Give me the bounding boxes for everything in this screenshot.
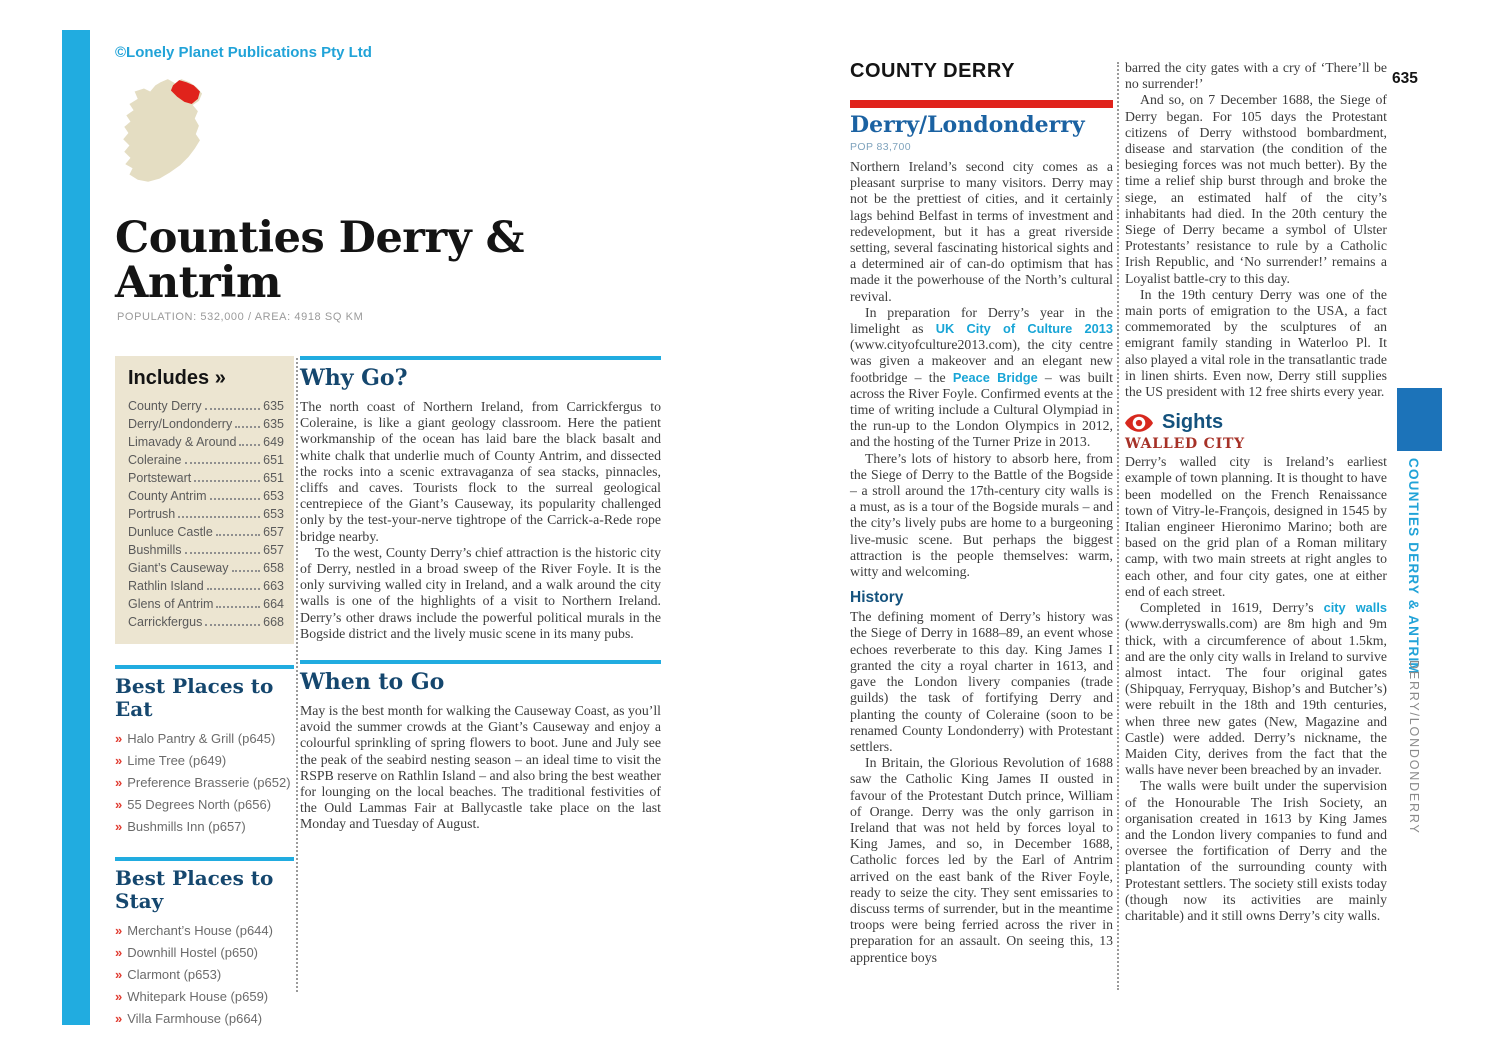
chevron-icon: »	[115, 967, 123, 982]
chevron-icon: »	[115, 989, 123, 1004]
inline-highlight: city walls	[1323, 600, 1388, 616]
page-number: 635	[1392, 70, 1418, 87]
walled-city-subheader: WALLED CITY	[1125, 436, 1245, 453]
best-place-item: » Halo Pantry & Grill (p645)	[115, 731, 276, 746]
toc-item: Derry/Londonderry 635	[128, 417, 284, 431]
paragraph: barred the city gates with a cry of ‘There’ll be no surrender!’	[1125, 60, 1387, 92]
chapter-title: Counties Derry & Antrim	[115, 213, 524, 308]
best-place-item: » Lime Tree (p649)	[115, 753, 227, 768]
paragraph: The defining moment of Derry’s history was the Siege of Derry in 1688–89, an event whose echoes reverberate to this day. King James I granted the city a royal charter in 1613, and gave the London livery companies (trade guilds) the task of fortifying Derry and planting the county of Coleraine (soon to be renamed County Londonderry) with Protestant settlers.	[850, 609, 1113, 754]
when-to-go-header: When to Go	[300, 669, 445, 696]
history-paragraphs	[850, 609, 1113, 965]
best-place-item: » 55 Degrees North (p656)	[115, 797, 272, 812]
ireland-map-icon	[113, 76, 233, 188]
history-continued-paragraphs	[1125, 60, 1387, 400]
why-go-header: Why Go?	[300, 365, 408, 391]
chapter-tab-title: COUNTIES DERRY & ANTRIM	[1406, 458, 1421, 675]
best-place-item: » Villa Farmhouse (p664)	[115, 1011, 263, 1026]
best-place-item: » Merchant’s House (p644)	[115, 923, 273, 938]
toc-item: Portstewart 651	[128, 471, 284, 485]
toc-item: Portrush 653	[128, 507, 284, 521]
best-places-to-stay-section	[115, 857, 294, 1028]
toc-item: County Antrim 653	[128, 489, 284, 503]
inline-highlight: UK City of Culture 2013	[935, 321, 1113, 337]
town-intro-paragraphs	[850, 159, 1113, 580]
paragraph: Derry’s walled city is Ireland’s earliest example of town planning. It is thought to have been modelled on the French Renaissance town of Vitry-le-François, designed in 1545 by Italian engineer Hieronimo Marino; both are based on the grid plan of a Roman military camp, with two main streets at right angles to each other, and four city gates, one at either end of each street.	[1125, 454, 1387, 599]
paragraph: There’s lots of history to absorb here, from the Siege of Derry to the Battle of the Bogside – a stroll around the 17th-century city walls is a must, as is a tour of the Bogside murals – and the city’s lively pubs are home to a burgeoning live-music scene. But perhaps the biggest attraction is the people themselves: warm, witty and welcoming.	[850, 450, 1113, 580]
chevron-icon: »	[115, 731, 123, 746]
copyright-text: ©Lonely Planet Publications Pty Ltd	[115, 44, 372, 61]
column-divider-right	[1117, 62, 1119, 990]
red-accent-bar	[850, 100, 1113, 108]
chevron-icon: »	[115, 819, 123, 834]
best-places-to-eat-section	[115, 665, 294, 836]
toc-item: Limavady & Around 649	[128, 435, 284, 449]
paragraph: To the west, County Derry’s chief attraction is the historic city of Derry, nestled in a broad sweep of the River Foyle. It is the only surviving walled city in Ireland, and a walk around the city walls is one of the highlights of a visit to Northern Ireland. Derry’s other draws include the powerful political murals in the Bogside district and the lively music scene in its many pubs.	[300, 544, 661, 641]
chevron-icon: »	[115, 753, 123, 768]
sights-header-row	[1125, 411, 1387, 434]
toc-item: Rathlin Island 663	[128, 579, 284, 593]
inline-highlight: Peace Bridge	[952, 369, 1038, 385]
ireland-locator-map	[113, 76, 233, 188]
toc-item: Bushmills 657	[128, 543, 284, 557]
best-places-to-stay-list	[115, 921, 294, 1028]
paragraph: And so, on 7 December 1688, the Siege of Derry began. For 105 days the Protestant citizens of Derry withstood bombardment, disease and starvation (the condition of the besieging forces was not much better). By the time a relief ship burst through and broke the siege, an estimated half of the city’s inhabitants had died. In the 20th century the Siege of Derry became a symbol of Ulster Protestants’ resistance to rule by a Catholic Irish Republic, and ‘No surrender!’ remains a Loyalist battle-cry to this day.	[1125, 92, 1387, 286]
right-text-column	[1125, 60, 1387, 924]
best-places-to-eat-header: Best Places to Eat	[115, 674, 274, 721]
town-heading: Derry/Londonderry	[850, 112, 1085, 138]
town-population: POP 83,700	[850, 141, 912, 153]
left-sidebar-column	[115, 356, 294, 1028]
paragraph: In preparation for Derry’s year in the limelight as UK City of Culture 2013 (www.cityofculture2013.com), the city centre was given a makeover and an elegant new footbridge – the Peace Bridge – was built across the River Foyle. Confirmed events at the time of writing include a Cultural Olympiad in the run-up to the London Olympics in 2012, and the hosting of the Turner Prize in 2013.	[850, 304, 1114, 450]
column-divider-left	[296, 358, 298, 992]
includes-box	[115, 356, 294, 644]
chevron-icon: »	[115, 923, 123, 938]
toc-item: Glens of Antrim 664	[128, 597, 284, 611]
best-place-item: » Bushmills Inn (p657)	[115, 819, 246, 834]
why-go-column	[300, 356, 661, 833]
chevron-icon: »	[115, 775, 123, 790]
toc-item: Giant’s Causeway 658	[128, 561, 284, 575]
county-derry-header: COUNTY DERRY	[850, 60, 1015, 82]
paragraph: In the 19th century Derry was one of the main ports of emigration to the USA, a fact commemorated by the sculptures of an emigrant family standing in Waterloo Pl. It also played a vital role in the transatlantic trade in linen shirts. Even now, Derry still supplies the US president with 12 free shirts every year.	[1125, 286, 1387, 400]
paragraph: Northern Ireland’s second city comes as a pleasant surprise to many visitors. Derry may not be the prettiest of cities, and it certainly lags behind Belfast in terms of investment and redevelopment, but it has a great riverside setting, several fascinating historical sights and a determined air of can-do optimism that has made it the powerhouse of the North’s cultural revival.	[850, 159, 1113, 304]
history-header: History	[850, 589, 904, 607]
best-places-to-eat-list	[115, 729, 294, 836]
paragraph: In Britain, the Glorious Revolution of 1688 saw the Catholic King James II ousted in favour of the Protestant Dutch prince, William of Orange. Derry was the only garrison in Ireland that was not held by forces loyal to King James, and so, in December 1688, Catholic forces led by the Earl of Antrim arrived on the east bank of the River Foyle, ready to seize the city. They sent emissaries to discuss terms of surrender, but in the meantime troops were being ferried across the river in preparation for an assault. On seeing this, 13 apprentice boys	[850, 755, 1113, 965]
best-place-item: » Downhill Hostel (p650)	[115, 945, 259, 960]
why-go-body	[300, 399, 661, 642]
sights-paragraphs	[1125, 454, 1387, 924]
paragraph: The walls were built under the supervision of the Honourable The Irish Society, an organisation created in 1613 by King James and the London livery companies to fund and oversee the fortification of Derry and the plantation of the surrounding county with Protestant settlers. The society still exists today (though now its activities are mainly charitable) and it still owns Derry’s city walls.	[1125, 778, 1387, 923]
best-place-item: » Clarmont (p653)	[115, 967, 222, 982]
toc-item: County Derry 635	[128, 399, 284, 413]
paragraph: Completed in 1619, Derry’s city walls (www.derryswalls.com) are 8m high and 9m thick, with a circumference of about 1.5km, and are the only city walls in Ireland to survive almost intact. The four original gates (Shipquay, Ferryquay, Bishop’s and Butcher’s) were rebuilt in the 18th and 19th centuries, when three new gates (New, Magazine and Castle) were added. Derry’s nickname, the Maiden City, derives from the fact that the walls have never been breached by an invader.	[1125, 600, 1388, 778]
toc-item: Dunluce Castle 657	[128, 525, 284, 539]
sights-eye-icon	[1125, 413, 1153, 433]
best-place-item: » Whitepark House (p659)	[115, 989, 269, 1004]
best-places-to-stay-header: Best Places to Stay	[115, 866, 274, 913]
sights-header: Sights	[1162, 411, 1224, 434]
toc-item: Coleraine 651	[128, 453, 284, 467]
chevron-icon: »	[115, 1011, 123, 1026]
paragraph: May is the best month for walking the Causeway Coast, as you’ll avoid the summer crowds at the Giant’s Causeway and enjoy a colourful sprinkling of spring flowers to boot. June and July see the peak of the seabird nesting season – an ideal time to visit the RSPB reserve on Rathlin Island – and also bring the best weather for lounging on the local beaches. The traditional festivities of the Ould Lammas Fair at Ballycastle take place on the last Monday and Tuesday of August.	[300, 703, 661, 832]
chapter-tab-section: DERRY/LONDONDERRY	[1407, 660, 1421, 835]
middle-text-column	[850, 112, 1113, 966]
chevron-icon: »	[115, 945, 123, 960]
when-to-go-body	[300, 703, 661, 833]
paragraph: The north coast of Northern Ireland, from Carrickfergus to Coleraine, is like a giant geology classroom. Here the patient workmanship of the ocean has laid bare the black basalt and white chalk that underlie much of County Antrim, and dissected the rocks into a scenic extravaganza of sea stacks, pinnacles, cliffs and caves. Tourists flock to the surreal geological centrepiece of the Giant’s Causeway, its popularity challenged only by the test-your-nerve tightrope of the Carrick-a-Rede rope bridge nearby.	[300, 399, 661, 544]
includes-list	[128, 397, 284, 631]
includes-header: Includes »	[128, 367, 226, 389]
left-accent-bar	[62, 30, 90, 1025]
chapter-stats: POPULATION: 532,000 / AREA: 4918 SQ KM	[117, 311, 364, 323]
when-to-go-section	[300, 660, 661, 833]
chapter-tab	[1397, 388, 1442, 451]
toc-item: Carrickfergus 668	[128, 615, 284, 629]
best-place-item: » Preference Brasserie (p652)	[115, 775, 291, 790]
chevron-icon: »	[115, 797, 123, 812]
why-go-section	[300, 356, 661, 642]
